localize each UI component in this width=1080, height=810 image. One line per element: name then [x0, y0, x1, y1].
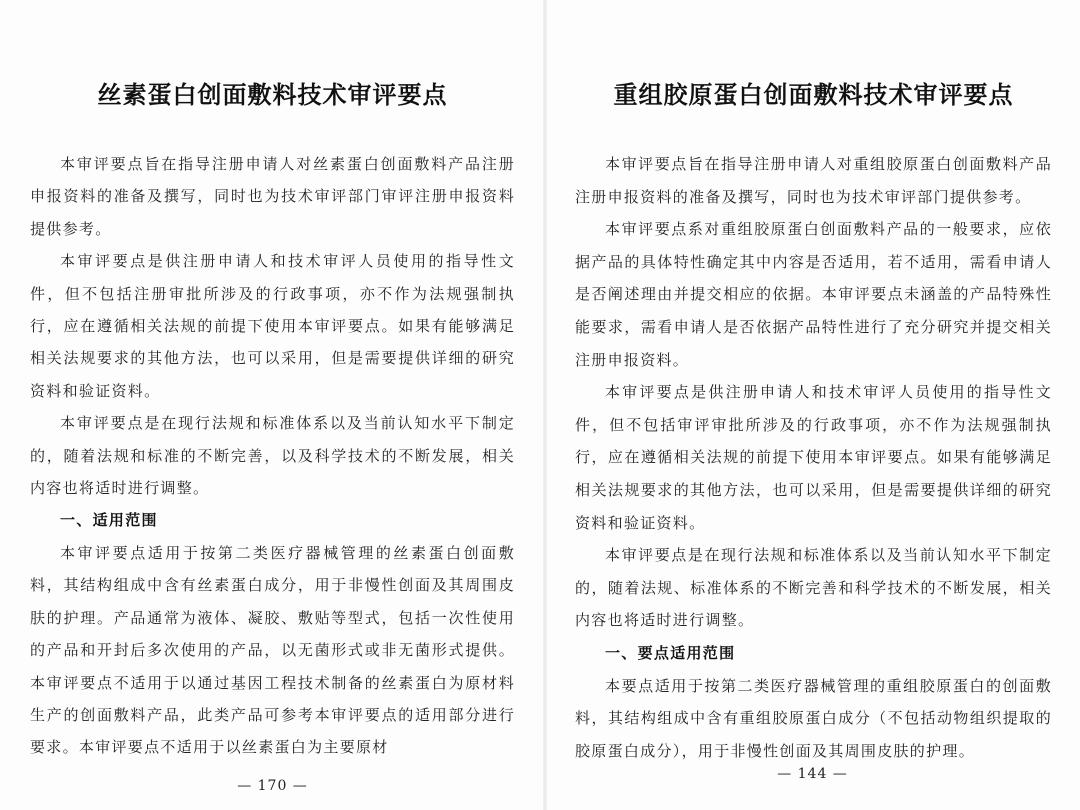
left-paragraph-revision: 本审评要点是在现行法规和标准体系以及当前认知水平下制定的，随着法规和标准的不断完善，以及科学技术的不断发展，相关内容也将适时进行调整。	[30, 414, 515, 498]
left-section-heading: 一、适用范围	[60, 511, 158, 530]
right-page-title: 重组胶原蛋白创面敷料技术审评要点	[613, 81, 1014, 109]
left-page-number: — 170 —	[237, 778, 308, 794]
left-paragraph-guidance: 本审评要点是供注册申请人和技术审评人员使用的指导性文件，但不包括注册审批所涉及的行政事项，亦不作为法规强制执行，应在遵循相关法规的前提下使用本审评要点。如果有能够满足相关法规要求的其他方法，也可以采用，但是需要提供详细的研究资料和验证资料。	[30, 252, 515, 400]
right-section-heading: 一、要点适用范围	[605, 643, 736, 662]
right-page	[545, 0, 1080, 810]
left-paragraph-scope: 本审评要点适用于按第二类医疗器械管理的丝素蛋白创面敷料，其结构组成中含有丝素蛋白成分，用于非慢性创面及其周围皮肤的护理。产品通常为液体、凝胶、敷贴等型式，包括一次性使用的产品和开封后多次使用的产品，以无菌形式或非无菌形式提供。本审评要点不适用于以通过基因工程技术制备的丝素蛋白为原材料生产的创面敷料产品，此类产品可参考本审评要点的适用部分进行要求。本审评要点不适用于以丝素蛋白为主要原材	[30, 543, 515, 757]
left-page-body	[30, 148, 515, 764]
left-paragraph-purpose: 本审评要点旨在指导注册申请人对丝素蛋白创面敷料产品注册申报资料的准备及撰写，同时也为技术审评部门审评注册申报资料提供参考。	[30, 155, 515, 238]
right-page-body	[575, 148, 1052, 767]
left-page-title: 丝素蛋白创面敷料技术审评要点	[97, 81, 448, 109]
right-paragraph-scope: 本要点适用于按第二类医疗器械管理的重组胶原蛋白的创面敷料，其结构组成中含有重组胶原蛋白成分（不包括动物组织提取的胶原蛋白成分），用于非慢性创面及其周围皮肤的护理。	[575, 676, 1052, 760]
right-paragraph-general-requirements: 本审评要点系对重组胶原蛋白创面敷料产品的一般要求，应依据产品的具体特性确定其中内容是否适用，若不适用，需看申请人是否阐述理由并提交相应的依据。本审评要点未涵盖的产品特殊性能要求，需看申请人是否依据产品特性进行了充分研究并提交相关注册申报资料。	[575, 220, 1052, 369]
right-page-number: — 144 —	[777, 766, 848, 782]
right-paragraph-purpose: 本审评要点旨在指导注册申请人对重组胶原蛋白创面敷料产品注册申报资料的准备及撰写，同时也为技术审评部门提供参考。	[575, 155, 1052, 206]
right-paragraph-revision: 本审评要点是在现行法规和标准体系以及当前认知水平下制定的，随着法规、标准体系的不断完善和科学技术的不断发展，相关内容也将适时进行调整。	[575, 546, 1052, 630]
right-paragraph-guidance: 本审评要点是供注册申请人和技术审评人员使用的指导性文件，但不包括审评审批所涉及的行政事项，亦不作为法规强制执行，应在遵循相关法规的前提下使用本审评要点。如果有能够满足相关法规要求的其他方法，也可以采用，但是需要提供详细的研究资料和验证资料。	[575, 383, 1052, 532]
